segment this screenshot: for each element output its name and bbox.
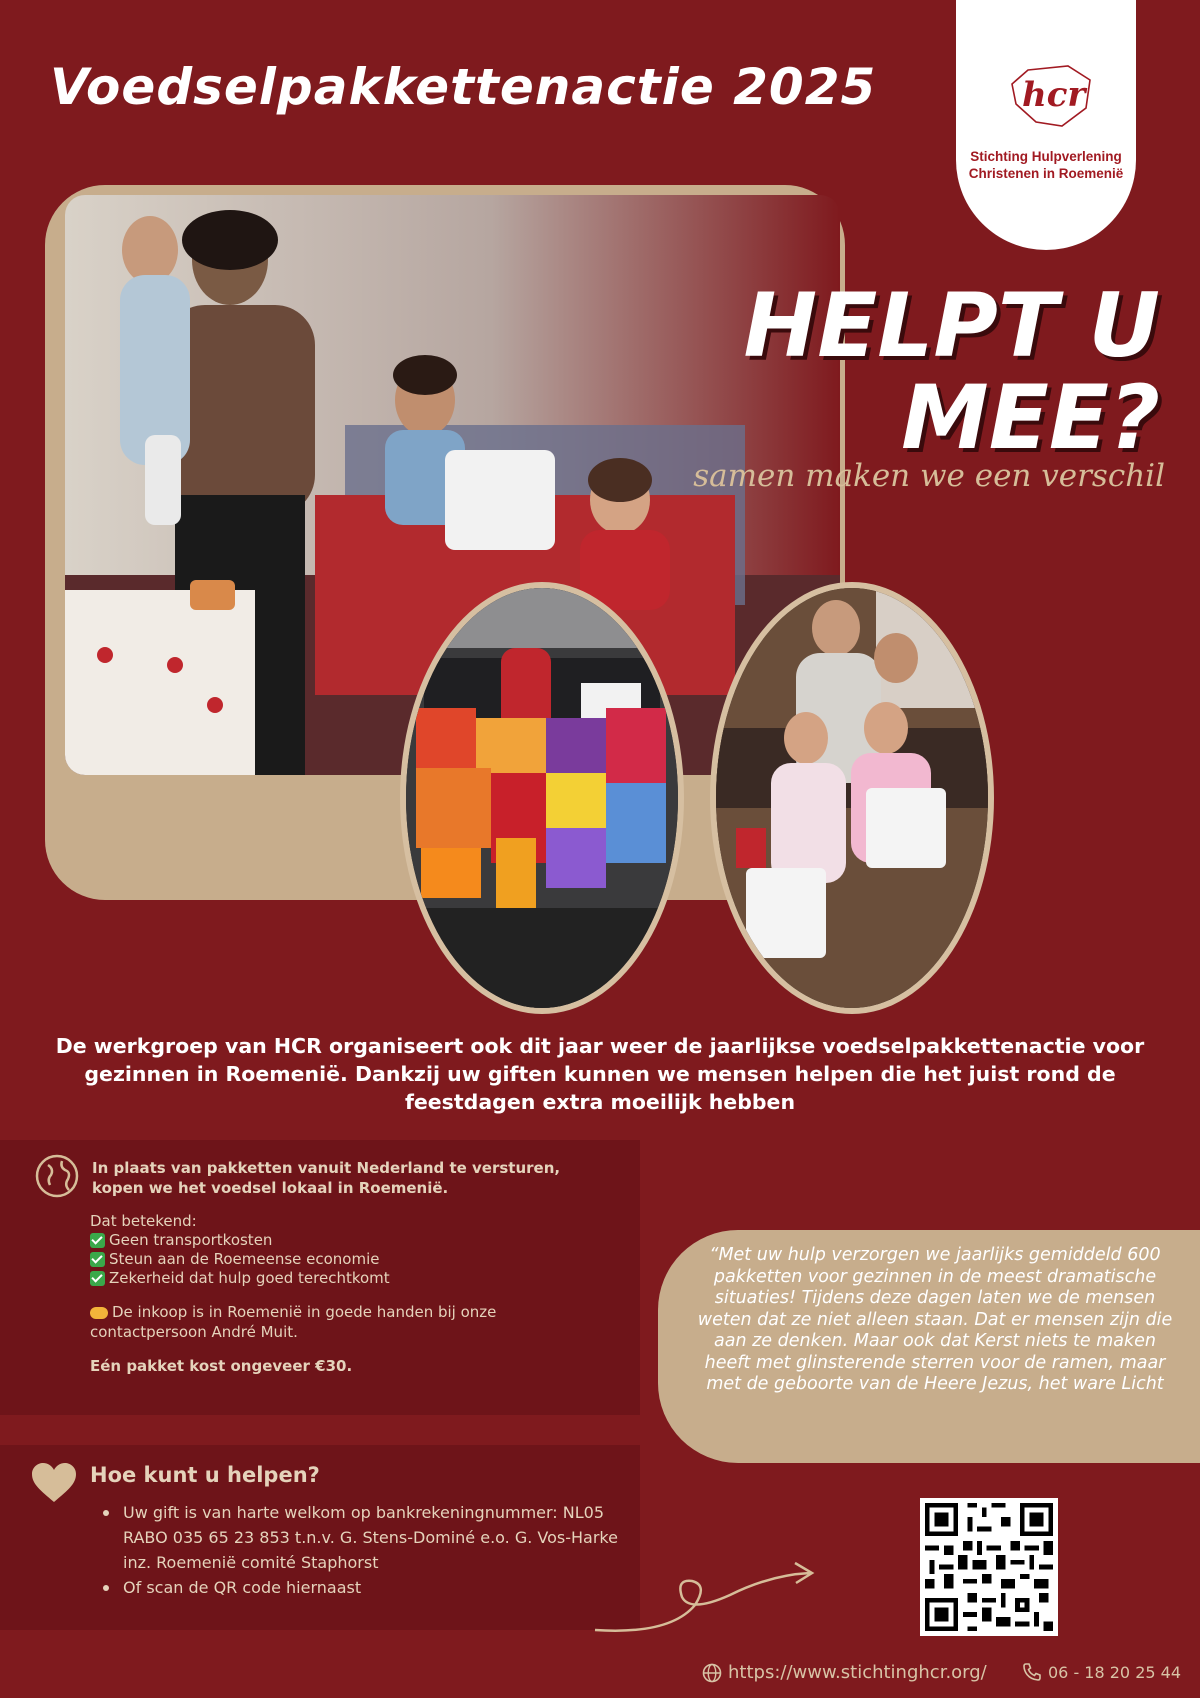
- car-trunk-photo: [400, 582, 684, 1014]
- logo-org-name: [956, 148, 1136, 182]
- heart-icon: [30, 1462, 78, 1504]
- hcr-logo-icon: [998, 60, 1098, 140]
- headline-line1: HELPT U: [743, 274, 1160, 377]
- logo-badge: [956, 0, 1136, 250]
- benefit-item: [90, 1250, 610, 1269]
- info-heading: In plaats van pakketten vanuit Nederland te versturen, kopen we het voedsel lokaal in Roemenië.: [92, 1159, 561, 1197]
- web-icon: [702, 1663, 722, 1683]
- help-item-bank: Uw gift is van harte welkom op bankrekeningnummer: NL05 RABO 035 65 23 853 t.n.v. G. Stens-Dominé e.o. G. Vos-Harke inz. Roemenië comité Staphorst: [103, 1500, 623, 1575]
- benefit-label: Zekerheid dat hulp goed terechtkomt: [109, 1269, 390, 1287]
- phone-number[interactable]: 06 - 18 20 25 44: [1048, 1662, 1181, 1682]
- benefit-list-title: Dat betekend:: [90, 1212, 197, 1230]
- check-icon: [90, 1233, 105, 1248]
- help-title: Hoe kunt u helpen?: [90, 1463, 320, 1487]
- intro-text: De werkgroep van HCR organiseert ook dit jaar weer de jaarlijkse voedselpakkettenactie voor gezinnen in Roemenië. Dankzij uw giften kunnen we mensen helpen die het juist rond de feestdagen extra moeilijk hebben: [55, 1034, 1145, 1114]
- phone-icon: [1022, 1662, 1042, 1682]
- quote-text: “Met uw hulp verzorgen we jaarlijks gemiddeld 600 pakketten voor gezinnen in de meest dramatische situaties! Tijdens deze dagen laten we de mensen weten dat ze niet alleen staan. Dat er mensen zijn die aan ze denken. Maar ook dat Kerst niets te maken heeft met glinsterende sterren voor de ramen, maar met de geboorte van de Heere Jezus, het ware Licht: [697, 1245, 1173, 1394]
- family-bags-photo: [710, 582, 994, 1014]
- benefit-label: Steun aan de Roemeense economie: [109, 1250, 380, 1268]
- check-icon: [90, 1271, 105, 1286]
- package-price: Eén pakket kost ongeveer €30.: [90, 1357, 353, 1375]
- purchase-note-text: De inkoop is in Roemenië in goede handen bij onze contactpersoon André Muit.: [90, 1303, 497, 1341]
- purchase-note: [90, 1302, 570, 1342]
- website-link[interactable]: [702, 1662, 987, 1683]
- handshake-icon: [90, 1307, 108, 1319]
- headline-line2: MEE?: [901, 366, 1160, 469]
- check-icon: [90, 1252, 105, 1267]
- logo-org-line1: Stichting Hulpverlening: [970, 149, 1122, 164]
- help-item-qr: Of scan de QR code hiernaast: [103, 1575, 623, 1600]
- benefit-item: [90, 1269, 610, 1288]
- logo-org-line2: Christenen in Roemenië: [968, 166, 1124, 181]
- help-list: [103, 1500, 623, 1600]
- page-title: Voedselpakkettenactie 2025: [50, 58, 877, 116]
- qr-code[interactable]: [920, 1498, 1058, 1636]
- arrow-icon: [590, 1535, 820, 1635]
- benefit-list: [90, 1212, 610, 1288]
- globe-icon: [34, 1153, 80, 1199]
- tagline: samen maken we een verschil: [693, 458, 1165, 494]
- website-url[interactable]: https://www.stichtinghcr.org/: [728, 1662, 987, 1683]
- benefit-label: Geen transportkosten: [109, 1231, 273, 1249]
- benefit-item: [90, 1231, 610, 1250]
- headline: [640, 274, 1160, 469]
- phone-contact[interactable]: [1022, 1662, 1181, 1682]
- logo-mark-text: hcr: [1022, 75, 1086, 115]
